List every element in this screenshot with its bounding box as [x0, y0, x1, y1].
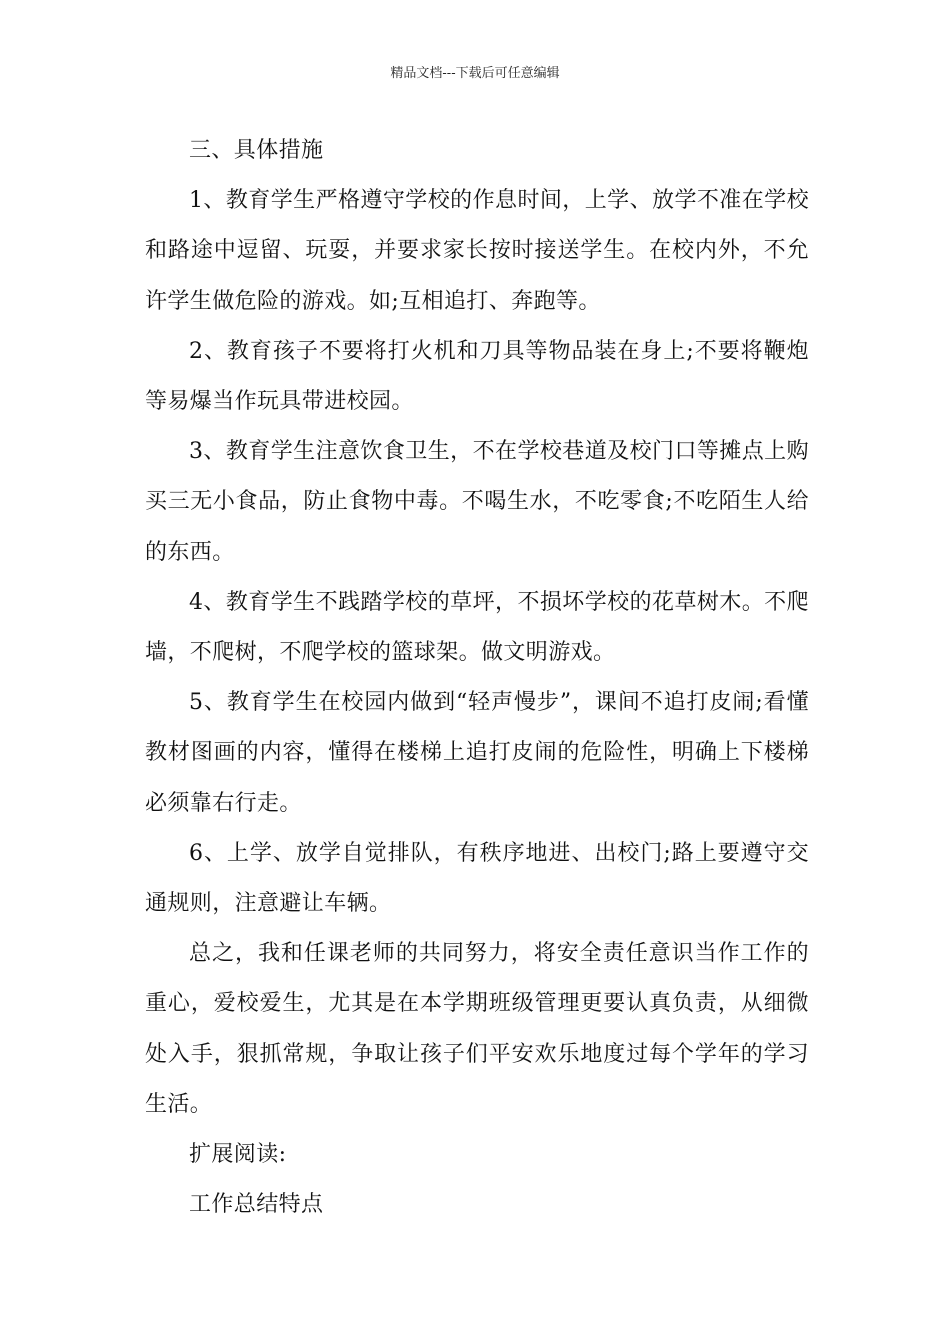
measure-item-5: 5、教育学生在校园内做到“轻声慢步”，课间不追打皮闹;看懂教材图画的内容，懂得在楼梯上追打皮闹的危险性，明确上下楼梯必须靠右行走。 — [145, 690, 809, 816]
measure-item-2: 2、教育孩子不要将打火机和刀具等物品装在身上;不要将鞭炮等易爆当作玩具带进校园。 — [145, 338, 809, 415]
measure-item-4: 4、教育学生不践踏学校的草坪，不损坏学校的花草树木。不爬墙，不爬树，不爬学校的篮球架。做文明游戏。 — [145, 589, 809, 666]
measure-item-3: 3、教育学生注意饮食卫生，不在学校巷道及校门口等摊点上购买三无小食品，防止食物中毒。不喝生水，不吃零食;不吃陌生人给的东西。 — [145, 439, 809, 565]
section-heading: 三、具体措施 — [189, 138, 324, 163]
document-body — [145, 126, 809, 1230]
summary-paragraph: 总之，我和任课老师的共同努力，将安全责任意识当作工作的重心，爱校爱生，尤其是在本学期班级管理更要认真负责，从细微处入手，狠抓常规，争取让孩子们平安欢乐地度过每个学年的学习生活。 — [145, 941, 809, 1117]
extended-reading-label: 扩展阅读: — [189, 1142, 287, 1168]
measure-item-1: 1、教育学生严格遵守学校的作息时间，上学、放学不准在学校和路途中逗留、玩耍，并要求家长按时接送学生。在校内外，不允许学生做危险的游戏。如;互相追打、奔跑等。 — [145, 188, 809, 314]
page-header — [0, 64, 950, 84]
measure-item-6: 6、上学、放学自觉排队，有秩序地进、出校门;路上要遵守交通规则，注意避让车辆。 — [145, 840, 809, 917]
work-summary-features-heading: 工作总结特点 — [189, 1192, 324, 1218]
header-watermark-text: 精品文档---下载后可任意编辑 — [390, 66, 560, 81]
